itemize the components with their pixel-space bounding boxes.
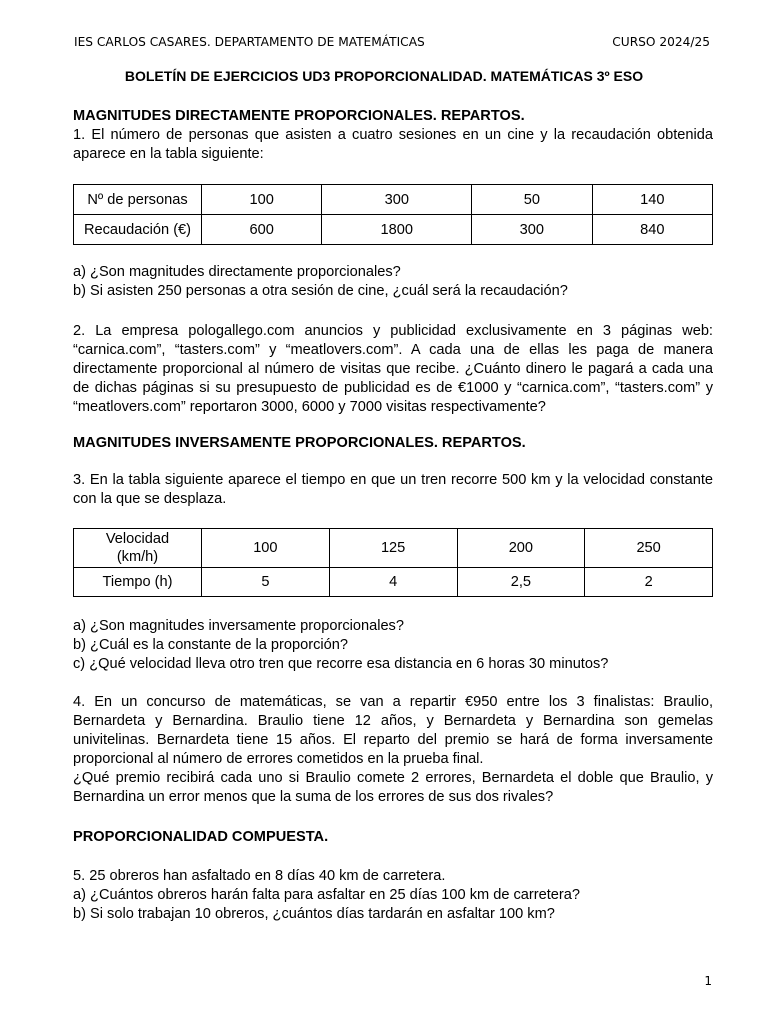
exercise-2 xyxy=(73,322,713,417)
question-a: a) ¿Son magnitudes inversamente proporcionales? xyxy=(73,618,404,634)
exercise-3-table-wrap xyxy=(73,528,713,597)
exercise-5-text: 5. 25 obreros han asfaltado en 8 días 40 km de carretera. xyxy=(73,868,446,884)
table-cell: Nº de personas xyxy=(74,185,202,215)
section-heading-compound: PROPORCIONALIDAD COMPUESTA. xyxy=(73,829,329,845)
page-number: 1 xyxy=(704,974,712,988)
exercise-4-question: ¿Qué premio recibirá cada uno si Braulio comete 2 errores, Bernardeta el doble que Braulio, y Bernardina un error menos que la suma de los errores de sus dos rivales? xyxy=(73,770,713,805)
table-cell: 140 xyxy=(592,185,712,215)
table-row xyxy=(74,529,713,568)
exercise-1-text: 1. El número de personas que asisten a cuatro sesiones en un cine y la recaudación obtenida aparece en la tabla siguiente: xyxy=(73,127,713,162)
table-cell: Tiempo (h) xyxy=(74,568,202,597)
table-cell: 300 xyxy=(322,185,472,215)
exercise-3-questions xyxy=(73,617,713,674)
velocity-unit: (km/h) xyxy=(116,549,159,565)
table-cell: 100 xyxy=(202,185,322,215)
table-cell: 125 xyxy=(329,529,457,568)
table-cell: 200 xyxy=(457,529,585,568)
section-compound xyxy=(73,828,713,847)
section-heading-direct: MAGNITUDES DIRECTAMENTE PROPORCIONALES. REPARTOS. xyxy=(73,108,525,124)
question-a: a) ¿Son magnitudes directamente proporcionales? xyxy=(73,264,401,280)
table-cell: 600 xyxy=(202,215,322,245)
exercise-2-text: 2. La empresa pologallego.com anuncios y publicidad exclusivamente en 3 páginas web: “carnica.com”, “tasters.com” y “meatlovers.com”. A cada una de ellas les paga de manera directamente proporcional al número de visitas que recibe. ¿Cuánto dinero le pagará a cada una de dichas páginas si su presupuesto de publicidad es de €1000 y “carnica.com”, “tasters.com” y “meatlovers.com” reportaron 3000, 6000 y 7000 visitas respectivamente? xyxy=(73,323,713,415)
table-cell: 50 xyxy=(472,185,592,215)
exercise-4 xyxy=(73,693,713,807)
velocity-label: Velocidad xyxy=(105,531,170,547)
exercise-3-text: 3. En la tabla siguiente aparece el tiempo en que un tren recorre 500 km y la velocidad constante con la que se desplaza. xyxy=(73,472,713,507)
header-school: IES CARLOS CASARES. DEPARTAMENTO DE MATEMÁTICAS xyxy=(74,35,425,49)
table-cell: 2 xyxy=(585,568,713,597)
section-direct xyxy=(73,107,713,164)
exercise-1-questions xyxy=(73,263,713,301)
question-b: b) Si solo trabajan 10 obreros, ¿cuántos días tardarán en asfaltar 100 km? xyxy=(73,906,555,922)
question-c: c) ¿Qué velocidad lleva otro tren que recorre esa distancia en 6 horas 30 minutos? xyxy=(73,656,609,672)
question-b: b) Si asisten 250 personas a otra sesión de cine, ¿cuál será la recaudación? xyxy=(73,283,568,299)
table-cell: Recaudación (€) xyxy=(74,215,202,245)
exercise-1-table-wrap xyxy=(73,184,713,245)
table-cell: 300 xyxy=(472,215,592,245)
table-cell: 1800 xyxy=(322,215,472,245)
exercise-1-table xyxy=(73,184,713,245)
table-cell: 250 xyxy=(585,529,713,568)
document-title: BOLETÍN DE EJERCICIOS UD3 PROPORCIONALIDAD. MATEMÁTICAS 3º ESO xyxy=(124,68,644,84)
table-cell: 2,5 xyxy=(457,568,585,597)
exercise-3 xyxy=(73,471,713,509)
section-inverse xyxy=(73,434,713,453)
exercise-5 xyxy=(73,867,713,924)
table-cell: 840 xyxy=(592,215,712,245)
table-cell: 5 xyxy=(202,568,330,597)
header-course: CURSO 2024/25 xyxy=(612,35,710,49)
table-row xyxy=(74,568,713,597)
section-heading-inverse: MAGNITUDES INVERSAMENTE PROPORCIONALES. REPARTOS. xyxy=(73,435,526,451)
question-b: b) ¿Cuál es la constante de la proporción? xyxy=(73,637,349,653)
table-row xyxy=(74,215,713,245)
table-cell: 100 xyxy=(202,529,330,568)
exercise-3-table xyxy=(73,528,713,597)
table-cell: 4 xyxy=(329,568,457,597)
table-row xyxy=(74,185,713,215)
table-cell xyxy=(74,529,202,568)
exercise-4-text: 4. En un concurso de matemáticas, se van a repartir €950 entre los 3 finalistas: Braulio, Bernardeta y Bernardina. Braulio tiene 12 años, y Bernardeta y Bernardina son gemelas univitelinas. Bernardeta tiene 15 años. El reparto del premio se hará de forma inversamente proporcional al número de errores cometidos en la prueba final. xyxy=(73,694,713,767)
question-a: a) ¿Cuántos obreros harán falta para asfaltar en 25 días 100 km de carretera? xyxy=(73,887,581,903)
